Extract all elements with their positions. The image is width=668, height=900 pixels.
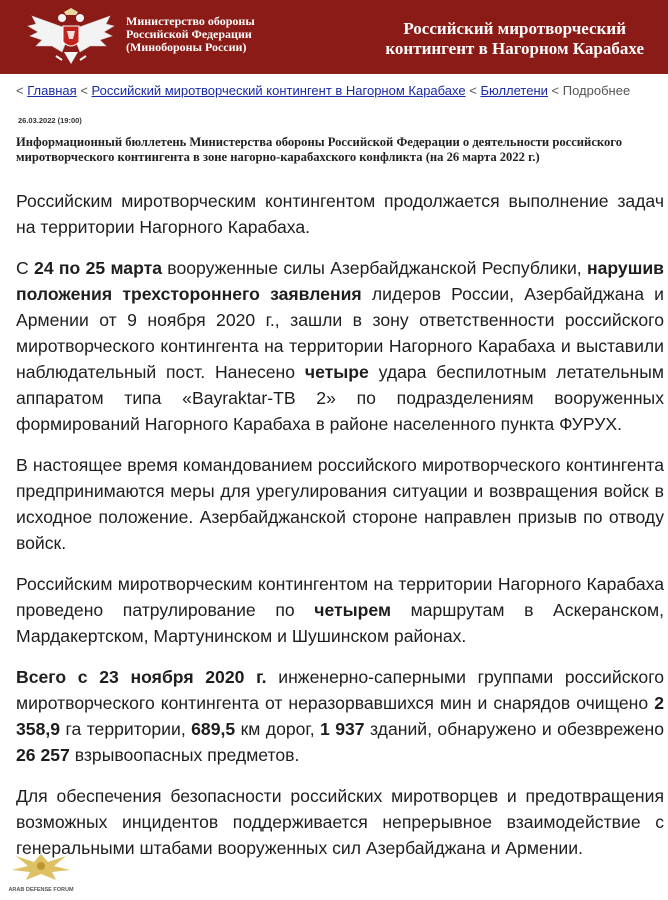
article-body [16,188,664,876]
article-title: Информационный бюллетень Министерства обороны Российской Федерации о деятельности российского миротворческого контингента в зоне нагорно-карабахского конфликта (на 26 марта 2022 г.) [16,135,622,164]
article-date: 26.03.2022 (19:00) [18,116,82,125]
breadcrumb: < Главная < Российский миротворческий контингент в Нагорном Карабахе < Бюллетени < Подробнее [16,83,631,98]
site-header [0,0,668,74]
paragraph-demining: Всего с 23 ноября 2020 г. инженерно-саперными группами российского миротворческого контингента от неразорвавшихся мин и снарядов очищено 2 358,9 га территории, 689,5 км дорог, 1 937 зданий, обнаружено и обезврежено 26 257 взрывоопасных предметов. [16,667,665,765]
paragraph-patrol: Российским миротворческим контингентом на территории Нагорного Карабаха проведено патрулирование по четырем маршрутам в Аскеранском, Мардакертском, Мартунинском и Шушинском районах. [16,574,664,646]
paragraph-intro: Российским миротворческим контингентом продолжается выполнение задач на территории Нагорного Карабаха. [16,191,664,237]
paragraph-coordination: Для обеспечения безопасности российских миротворцев и предотвращения возможных инцидентов поддерживается непрерывное взаимодействие с генеральными штабами вооруженных сил Азербайджана и Армении. [16,786,664,858]
watermark-text: ARAB DEFENSE FORUM [8,887,74,893]
forum-watermark-logo [6,848,76,898]
paragraph-violation: С 24 по 25 марта вооруженные силы Азербайджанской Республики, нарушив положения трехстороннего заявления лидеров России, Азербайджана и Армении от 9 ноября 2020 г., зашли в зону ответственности российского миротворческого контингента на территории Нагорного Карабаха и выставили наблюдательный пост. Нанесено четыре удара беспилотным летательным аппаратом типа «Bayraktar-ТВ 2» по подразделениям вооруженных формирований Нагорного Карабаха в районе населенного пункта ФУРУХ. [16,258,665,434]
breadcrumb-current: Подробнее [562,83,631,98]
breadcrumb-bulletins-link[interactable]: Бюллетени [480,83,548,98]
paragraph-measures: В настоящее время командованием российского миротворческого контингента предпринимаются меры для урегулирования ситуации и возвращения войск в исходное положение. Азербайджанской стороне направлен призыв по отводу войск. [16,455,664,553]
breadcrumb-section-link[interactable]: Российский миротворческий контингент в Нагорном Карабахе [91,83,466,98]
site-title[interactable]: Российский миротворческий контингент в Нагорном Карабахе [385,19,644,58]
double-headed-eagle-emblem-icon[interactable] [26,6,116,68]
breadcrumb-home-link[interactable]: Главная [27,83,77,98]
ministry-name[interactable]: Министерство обороны Российской Федерации (Минобороны России) [126,14,255,54]
